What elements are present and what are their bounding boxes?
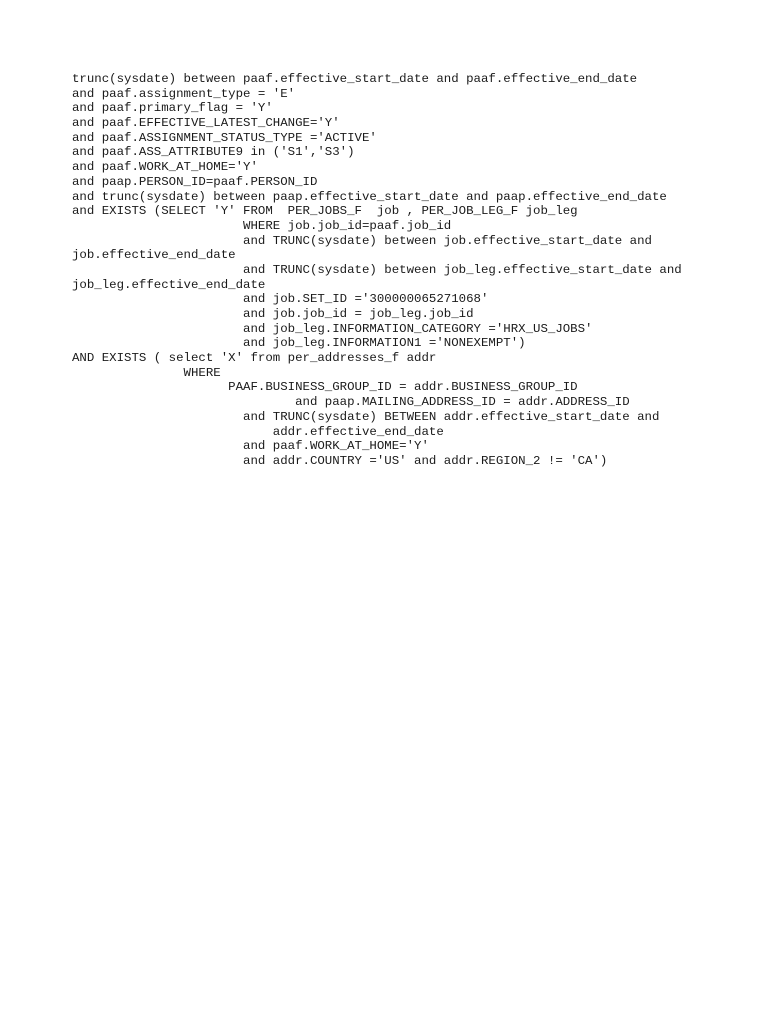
- code-line: and job.SET_ID ='300000065271068': [72, 292, 489, 307]
- code-line: and paaf.primary_flag = 'Y': [72, 101, 273, 116]
- code-line: and job.job_id = job_leg.job_id: [72, 307, 474, 321]
- code-line: and EXISTS (SELECT 'Y' FROM PER_JOBS_F job , PER_JOB_LEG_F job_leg: [72, 204, 578, 219]
- code-line: and addr.COUNTRY ='US' and addr.REGION_2 != 'CA'): [72, 453, 608, 468]
- code-line: and job_leg.INFORMATION_CATEGORY ='HRX_US_JOBS': [72, 321, 593, 336]
- code-line: trunc(sysdate) between paaf.effective_start_date and paaf.effective_end_date: [72, 72, 638, 86]
- code-line: and paaf.WORK_AT_HOME='Y': [72, 160, 258, 175]
- code-line: and paaf.EFFECTIVE_LATEST_CHANGE='Y': [72, 116, 340, 131]
- code-line: and TRUNC(sysdate) between job_leg.effective_start_date and: [72, 262, 682, 277]
- code-line: WHERE: [72, 365, 221, 380]
- code-line: and TRUNC(sysdate) BETWEEN addr.effective_start_date and: [72, 409, 660, 424]
- code-line: AND EXISTS ( select 'X' from per_addresses_f addr: [72, 351, 437, 366]
- code-line: and paap.PERSON_ID=paaf.PERSON_ID: [72, 174, 318, 189]
- code-line: WHERE job.job_id=paaf.job_id: [72, 218, 452, 233]
- code-line: PAAF.BUSINESS_GROUP_ID = addr.BUSINESS_GROUP_ID: [72, 380, 578, 395]
- sql-code-block: [72, 72, 682, 469]
- code-line: and trunc(sysdate) between paap.effective_start_date and paap.effective_end_date: [72, 189, 667, 204]
- code-line: and paap.MAILING_ADDRESS_ID = addr.ADDRESS_ID: [72, 395, 630, 410]
- code-line: and paaf.ASSIGNMENT_STATUS_TYPE ='ACTIVE': [72, 130, 377, 145]
- code-line: and paaf.assignment_type = 'E': [72, 86, 296, 101]
- code-line: addr.effective_end_date: [72, 424, 444, 439]
- code-line: job_leg.effective_end_date: [72, 277, 266, 292]
- code-line: job.effective_end_date: [72, 248, 236, 263]
- code-line: and paaf.ASS_ATTRIBUTE9 in ('S1','S3'): [72, 145, 355, 160]
- code-line: and paaf.WORK_AT_HOME='Y': [72, 439, 429, 454]
- code-line: and job_leg.INFORMATION1 ='NONEXEMPT'): [72, 336, 526, 351]
- code-line: and TRUNC(sysdate) between job.effective_start_date and: [72, 233, 652, 248]
